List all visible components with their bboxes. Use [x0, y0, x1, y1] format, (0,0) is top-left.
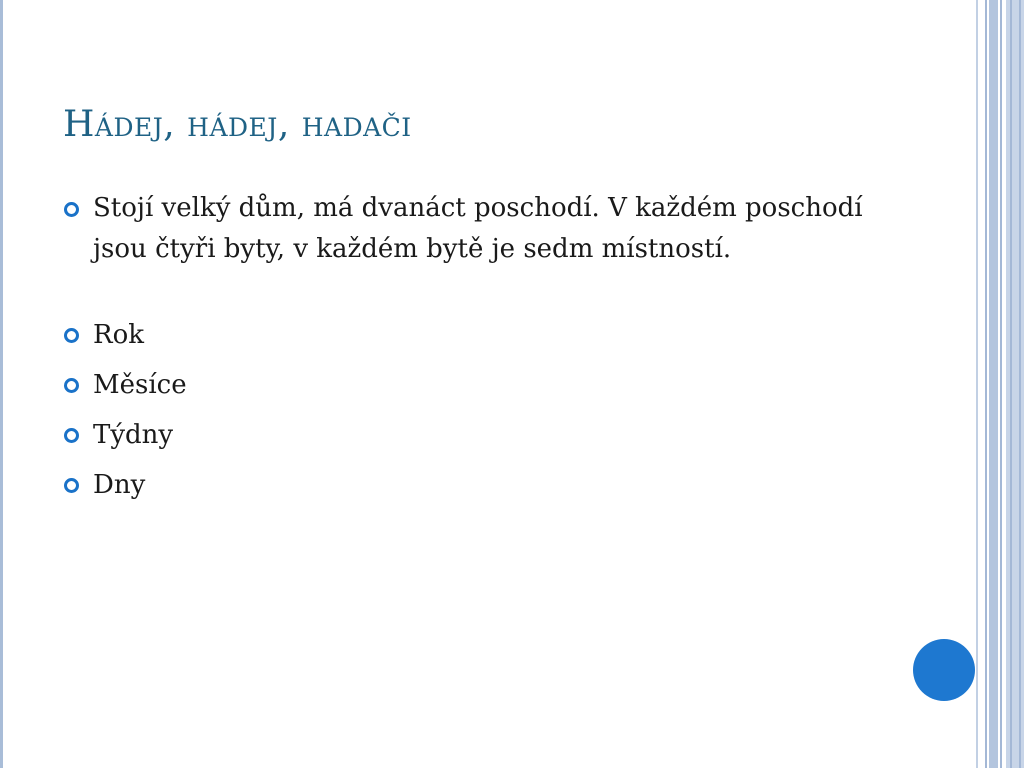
ring-bullet-icon [64, 478, 79, 493]
list-item [60, 460, 880, 510]
frame-stripe [1000, 0, 1002, 768]
list-item [60, 360, 880, 410]
slide-title: Hádej, hádej, hadači [63, 104, 412, 145]
frame-stripe [989, 0, 998, 768]
frame-stripe [1019, 0, 1021, 768]
circle-icon[interactable] [913, 639, 975, 701]
list-item-text: Týdny [93, 420, 174, 450]
frame-stripe [985, 0, 987, 768]
ring-bullet-icon [64, 202, 79, 217]
frame-stripe [976, 0, 978, 768]
list-item-text: Rok [93, 320, 144, 350]
list-item [60, 410, 880, 460]
right-frame-stripes [976, 0, 1024, 768]
ring-bullet-icon [64, 378, 79, 393]
list-item [60, 310, 880, 360]
list-item-text: Měsíce [93, 370, 187, 400]
ring-bullet-icon [64, 428, 79, 443]
frame-stripe [1010, 0, 1012, 768]
list-item [60, 188, 880, 270]
frame-stripe [1006, 0, 1024, 768]
bullet-list [60, 188, 880, 510]
left-border [0, 0, 3, 768]
list-item-text: Dny [93, 470, 146, 500]
list-item-text: Stojí velký dům, má dvanáct poschodí. V každém poschodí jsou čtyři byty, v každém bytě je sedm místností. [93, 193, 863, 264]
ring-bullet-icon [64, 328, 79, 343]
